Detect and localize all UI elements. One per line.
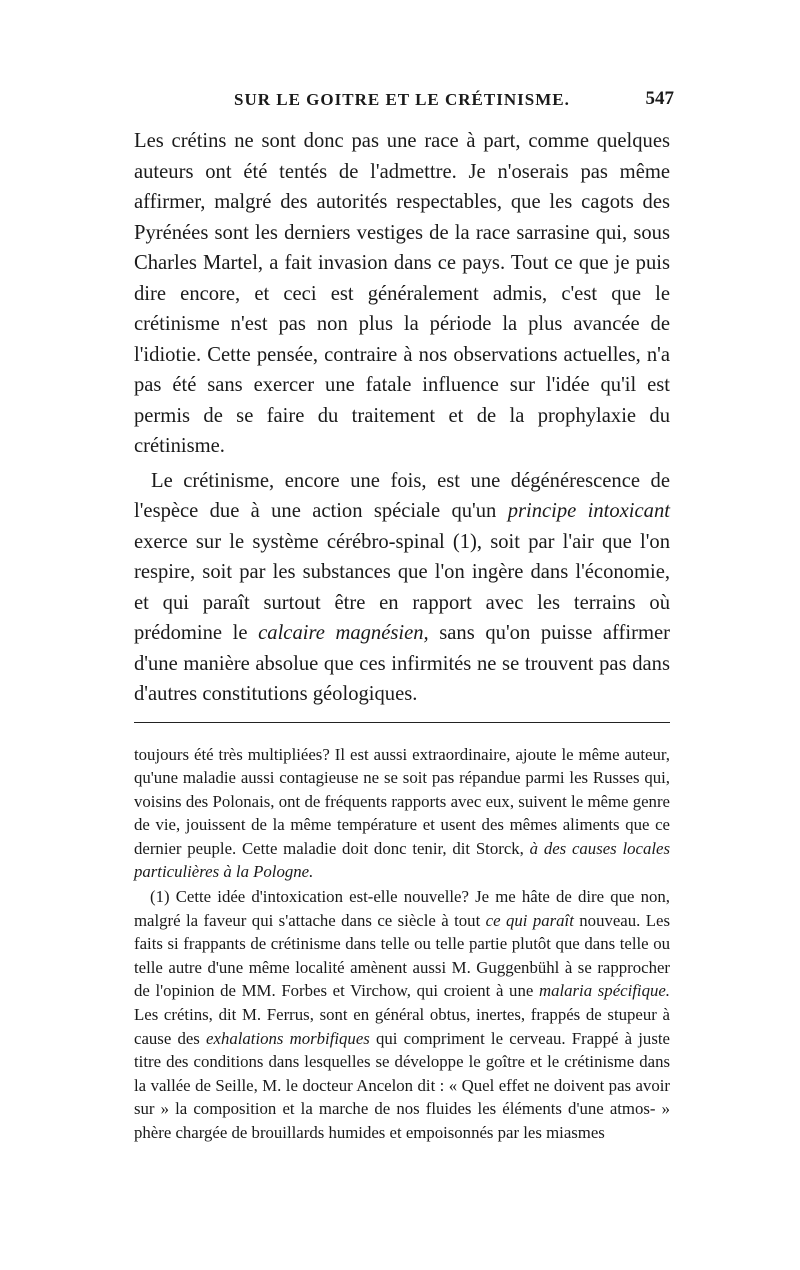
paragraph-1-text: Les crétins ne sont donc pas une race à part, comme quelques auteurs ont été tentés de l'admettre. Je n'oserais pas même affirmer, malgré des autorités respectables, que les cagots des Pyrénées sont les derniers vestiges de la race sarrasine qui, sous Charles Martel, a fait invasion dans ce pays. Tout ce que je puis dire encore, et ceci est généralement admis, c'est que le crétinisme n'est pas non plus la période la plus avancée de l'idiotie. Cette pensée, contraire à nos observations actuelles, n'a pas été sans exercer une fatale influence sur l'idée qu'il est permis de se faire du traitement et de la prophylaxie du crétinisme. [134, 130, 670, 457]
book-page [134, 88, 674, 1145]
footnote-continuation [134, 743, 670, 885]
footnote-1-text-b: nouveau. Les faits si frappants de crétinisme dans telle ou telle partie plutôt que dans telle ou telle autre d'une même localité amènent aussi M. Guggenbühl à se rapprocher de l'opinion de MM. Forbes et Virchow, qui croient à une [134, 910, 670, 1001]
body-paragraph-1 [134, 126, 670, 462]
footnote-1 [134, 885, 670, 1145]
footnotes [134, 743, 670, 1145]
footnote-1-text-a: (1) Cette idée d'intoxication est-elle nouvelle? Je me hâte de dire que non, malgré la faveur qui s'attache dans ce siècle à tout [134, 887, 670, 930]
paragraph-2-italic-a: principe intoxicant [507, 500, 670, 522]
footnote-1-text-d: qui compriment le cerveau. Frappé à juste titre des conditions dans lesquelles se développe le goître et le crétinisme dans la vallée de Seille, M. le docteur Ancelon dit : « Quel effet ne doivent pas avoir sur » la composition et la marche de nos fluides les éléments d'une atmos- » phère chargée de brouillards humides et empoisonnés par les miasmes [134, 1028, 670, 1142]
paragraph-2-text-c: sans qu'on puisse affirmer d'une manière absolue que ces infirmités ne se trouvent pas dans d'autres constitutions géologiques. [134, 622, 671, 705]
paragraph-2-text-a: Le crétinisme, encore une fois, est une dégénérescence de l'espèce due à une action spéciale qu'un [134, 469, 670, 522]
paragraph-2-italic-b: calcaire magnésien, [258, 622, 429, 644]
footnote-1-italic-b: malaria spécifique. [538, 981, 671, 1001]
footnote-continuation-text: toujours été très multipliées? Il est aussi extraordinaire, ajoute le même auteur, qu'une maladie aussi contagieuse ne se soit pas répandue parmi les Russes qui, voisins des Polonais, ont de fréquents rapports avec eux, suivent le même genre de vie, jouissent de la même température et usent des mêmes aliments que ce dernier peuple. Cette maladie doit donc tenir, dit Storck, [134, 744, 670, 858]
body-paragraph-2 [134, 466, 670, 710]
footnote-separator [134, 722, 670, 723]
running-title: SUR LE GOITRE ET LE CRÉTINISME. [234, 90, 570, 109]
footnote-1-italic-a: ce qui paraît [485, 910, 574, 930]
paragraph-2-text-b: exerce sur le système cérébro-spinal (1), soit par l'air que l'on respire, soit par les substances que l'on ingère dans l'économie, et qui paraît surtout être en rapport avec les terrains où prédomine le [134, 530, 670, 644]
page-number: 547 [645, 88, 674, 109]
footnote-1-italic-c: exhalations morbifiques [206, 1028, 370, 1048]
main-text [134, 126, 670, 710]
running-head [134, 88, 674, 118]
footnote-continuation-italic: à des causes locales particulières à la Pologne. [134, 838, 671, 882]
footnote-1-text-c: Les crétins, dit M. Ferrus, sont en général obtus, inertes, frappés de stupeur à cause des [134, 1005, 670, 1048]
